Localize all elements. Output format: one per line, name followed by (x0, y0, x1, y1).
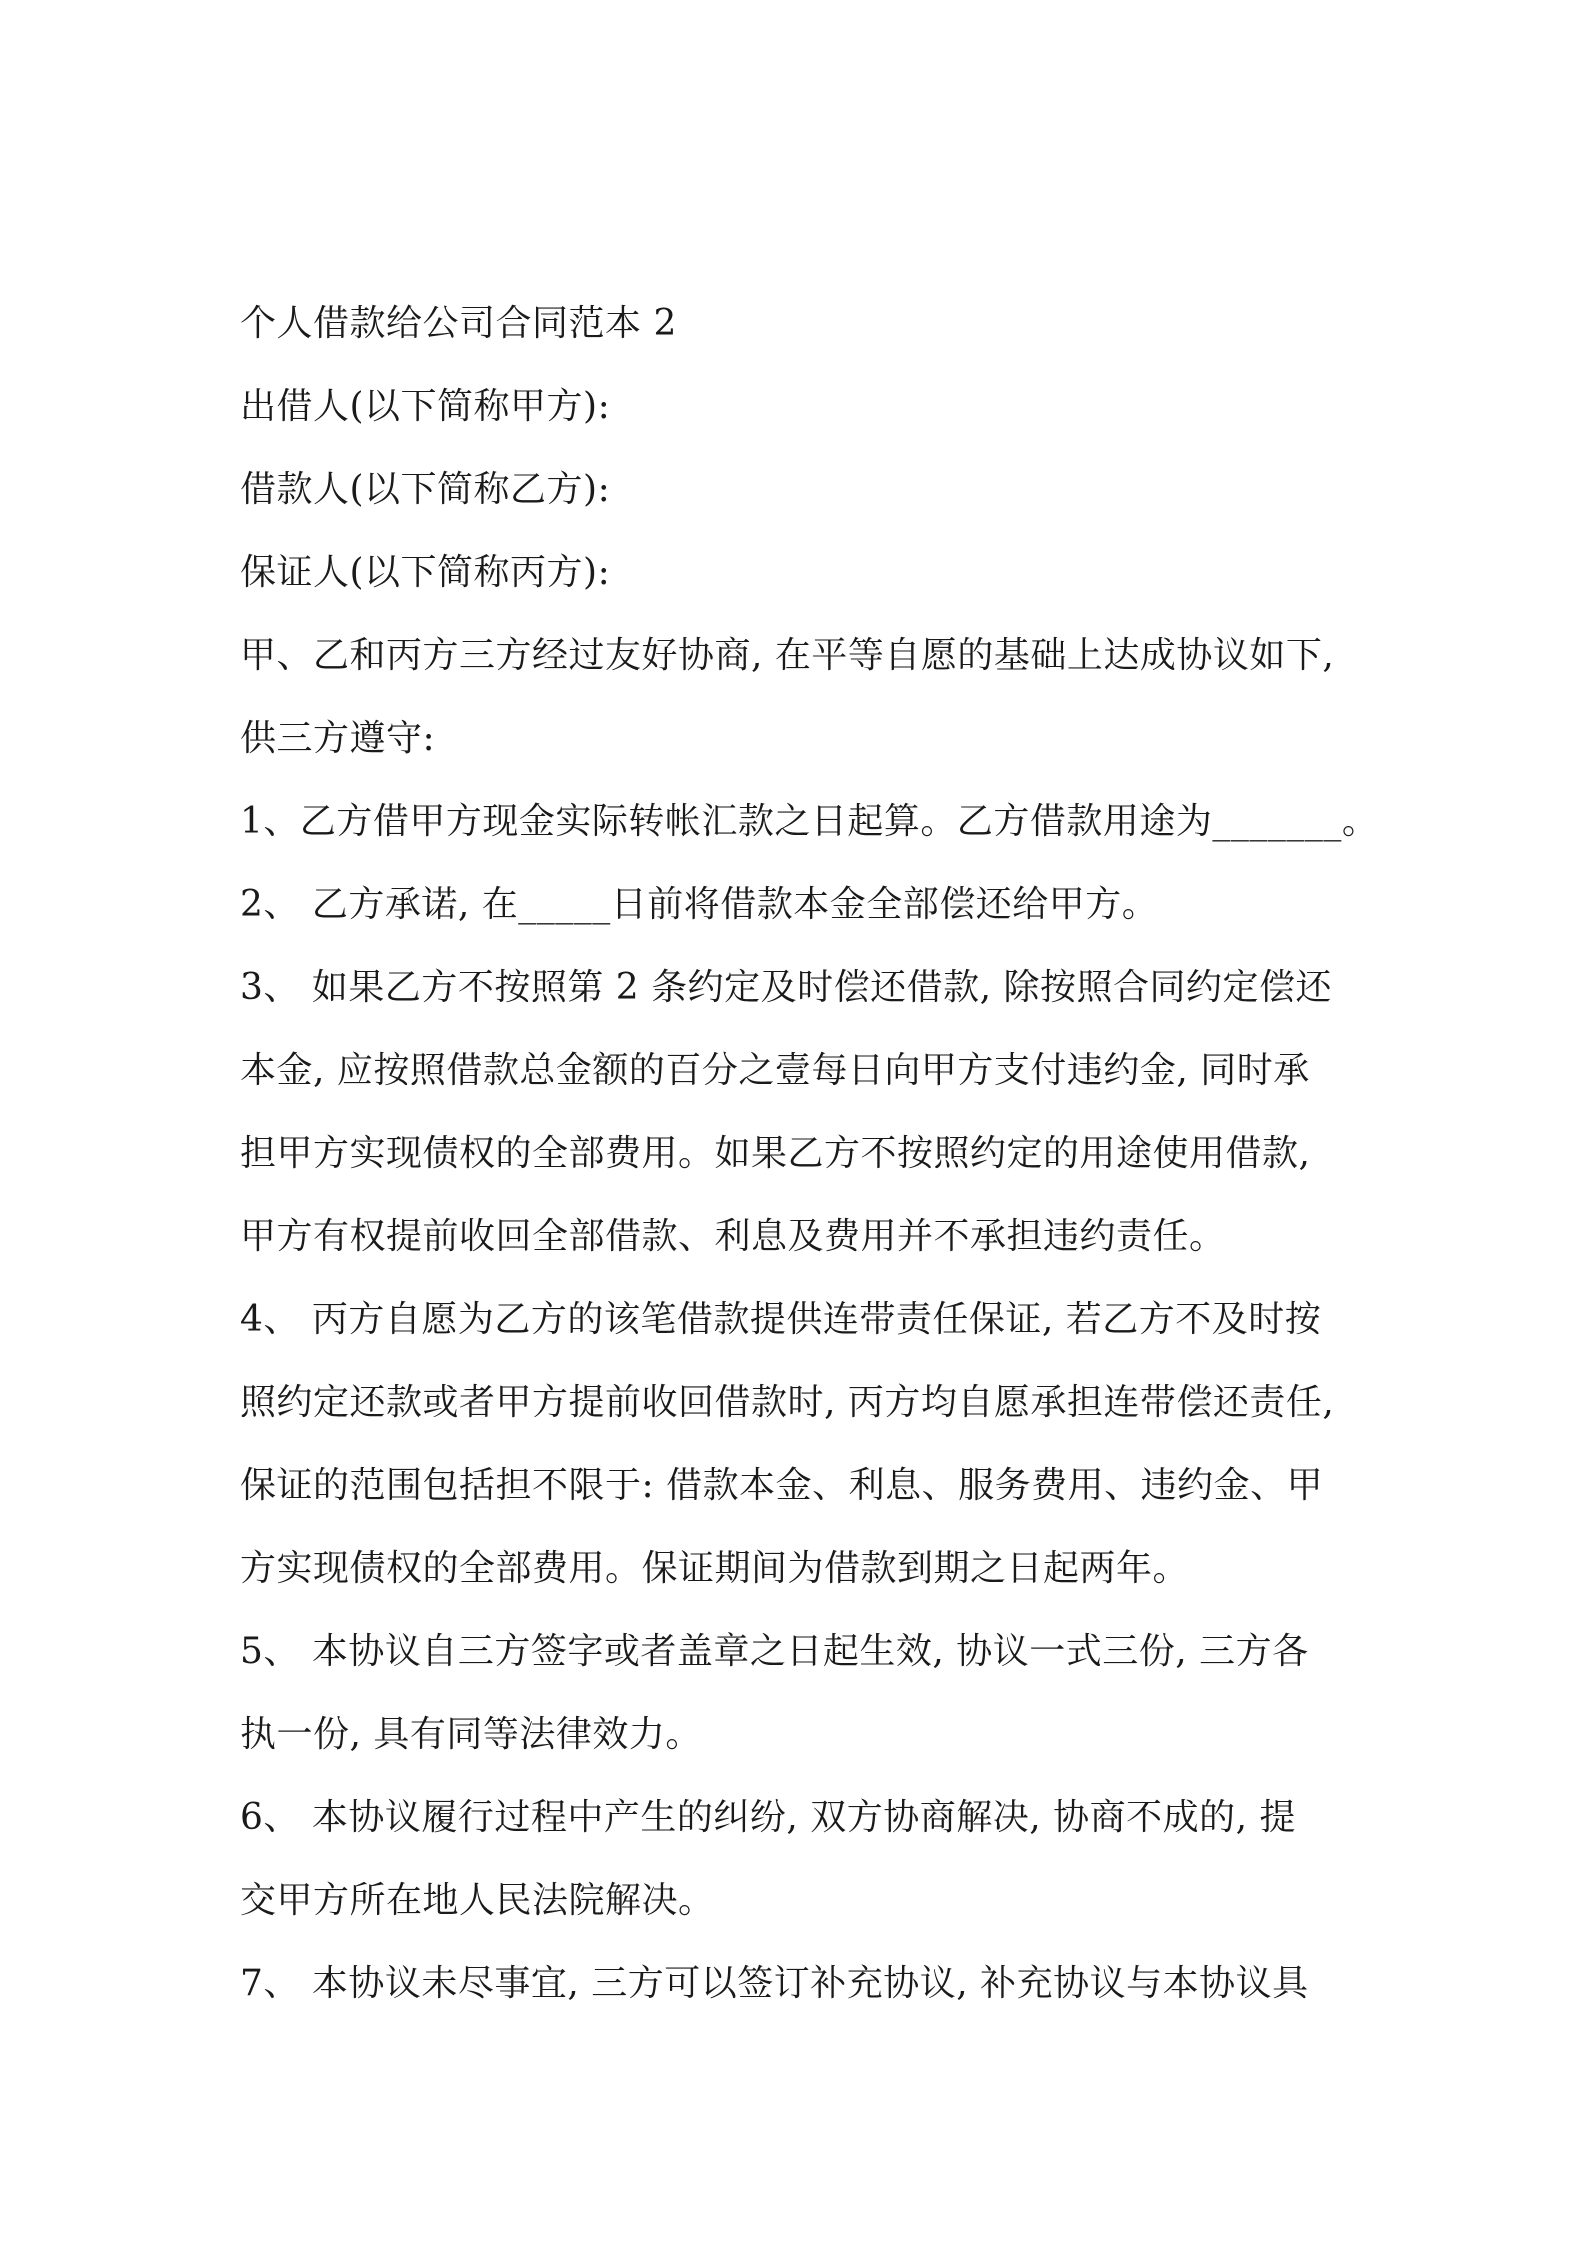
clause-6-line-2: 交甲方所在地人民法院解决。 (240, 1880, 715, 1921)
clause-7-line-1: 7、 本协议未尽事宜, 三方可以签订补充协议, 补充协议与本协议具 (240, 1963, 1309, 2004)
clause-3-line-1: 3、 如果乙方不按照第 2 条约定及时偿还借款, 除按照合同约定偿还 (240, 967, 1333, 1008)
clause-1-line-1: 1、乙方借甲方现金实际转帐汇款之日起算。乙方借款用途为_______。 (240, 801, 1379, 842)
clause-4-line-3: 保证的范围包括担不限于: 借款本金、利息、服务费用、违约金、甲 (240, 1465, 1324, 1506)
borrower-line: 借款人(以下简称乙方): (240, 469, 611, 510)
preamble-line-2: 供三方遵守: (240, 718, 436, 759)
clause-6-line-1: 6、 本协议履行过程中产生的纠纷, 双方协商解决, 协商不成的, 提 (240, 1797, 1297, 1838)
clause-4-line-2: 照约定还款或者甲方提前收回借款时, 丙方均自愿承担连带偿还责任, (240, 1382, 1335, 1423)
clause-5-line-2: 执一份, 具有同等法律效力。 (240, 1714, 702, 1755)
clause-4-line-1: 4、 丙方自愿为乙方的该笔借款提供连带责任保证, 若乙方不及时按 (240, 1299, 1322, 1340)
preamble-line-1: 甲、乙和丙方三方经过友好协商, 在平等自愿的基础上达成协议如下, (240, 635, 1335, 676)
clause-4-line-4: 方实现债权的全部费用。保证期间为借款到期之日起两年。 (240, 1548, 1190, 1589)
clause-3-line-2: 本金, 应按照借款总金额的百分之壹每日向甲方支付违约金, 同时承 (240, 1050, 1310, 1091)
clause-3-line-4: 甲方有权提前收回全部借款、利息及费用并不承担违约责任。 (240, 1216, 1226, 1257)
clause-5-line-1: 5、 本协议自三方签字或者盖章之日起生效, 协议一式三份, 三方各 (240, 1631, 1309, 1672)
document-body (240, 282, 1379, 2025)
clause-2-line-1: 2、 乙方承诺, 在_____日前将借款本金全部偿还给甲方。 (240, 884, 1159, 925)
guarantor-line: 保证人(以下简称丙方): (240, 552, 611, 593)
clause-3-line-3: 担甲方实现债权的全部费用。如果乙方不按照约定的用途使用借款, (240, 1133, 1311, 1174)
document-title: 个人借款给公司合同范本 2 (240, 303, 677, 344)
lender-line: 出借人(以下简称甲方): (240, 386, 611, 427)
